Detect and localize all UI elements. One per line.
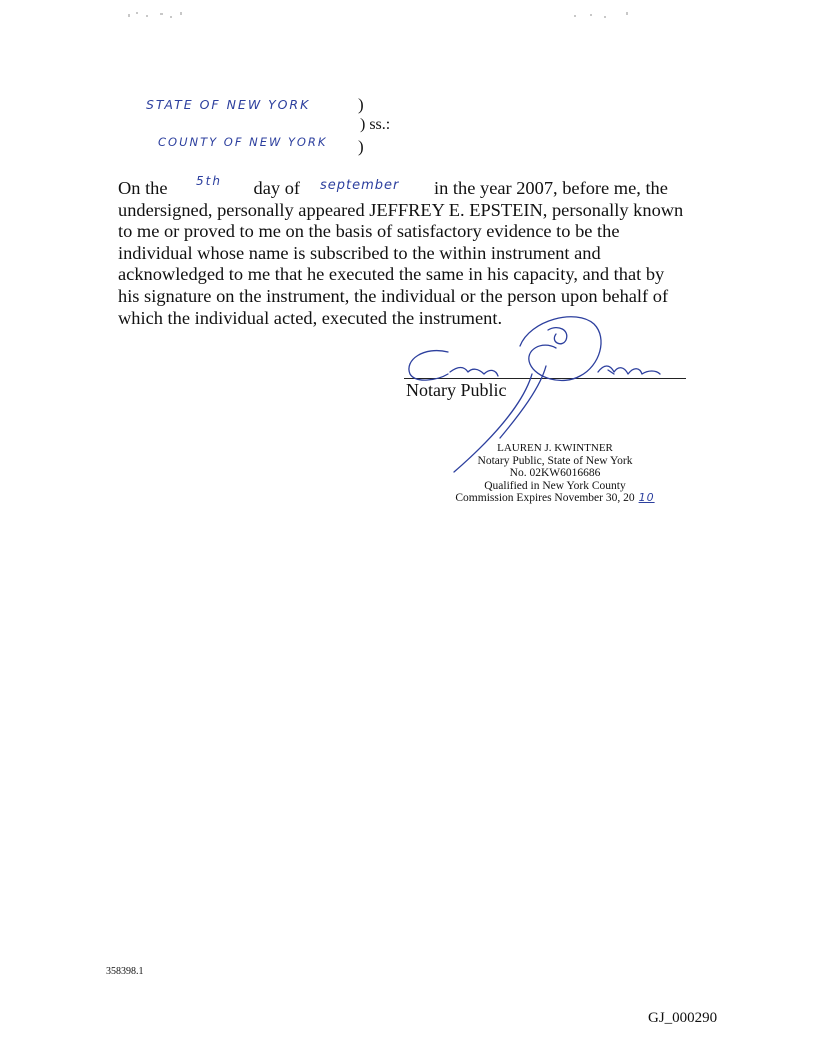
day-of: day of xyxy=(253,178,301,198)
acknowledgment-line: which the individual acted, executed the instrument. xyxy=(118,307,503,328)
acknowledgment-line: to me or proved to me on the basis of satisfactory evidence to be the xyxy=(118,221,620,242)
venue-paren-bottom: ) xyxy=(358,137,364,156)
venue-county-handwritten: COUNTY OF NEW YORK xyxy=(158,135,328,149)
lead-in: On the xyxy=(118,178,168,198)
venue-ss: ) ss.: xyxy=(360,116,391,133)
stamp-name: LAUREN J. KWINTNER xyxy=(497,442,613,454)
venue-state-handwritten: STATE OF NEW YORK xyxy=(146,97,311,112)
stamp-title: Notary Public, State of New York xyxy=(477,454,633,467)
acknowledgment-line: undersigned, personally appeared JEFFREY E. EPSTEIN, personally known xyxy=(118,199,684,220)
notary-public-caption: Notary Public xyxy=(406,380,507,400)
stamp-expiry xyxy=(440,492,670,505)
acknowledgment-first-line xyxy=(118,178,708,200)
acknowledgment-line: individual whose name is subscribed to the within instrument and xyxy=(118,242,601,263)
notary-stamp xyxy=(440,442,670,505)
day-handwritten: 5th xyxy=(196,174,222,188)
acknowledgment-line: acknowledged to me that he executed the same in his capacity, and that by xyxy=(118,264,665,285)
document-id: 358398.1 xyxy=(106,966,144,977)
acknowledgment-line: his signature on the instrument, the individual or the person upon behalf of xyxy=(118,285,669,306)
stamp-county: Qualified in New York County xyxy=(484,479,626,492)
scan-artifacts xyxy=(0,0,816,40)
venue-paren-top: ) xyxy=(358,95,364,114)
stamp-number: No. 02KW6016686 xyxy=(509,467,601,480)
stamp-expiry-text: Commission Expires November 30, 20 xyxy=(455,492,635,505)
stamp-expiry-year-handwritten: 10 xyxy=(638,491,655,505)
year-clause: in the year 2007, before me, the xyxy=(434,178,668,198)
bates-number: GJ_000290 xyxy=(648,1010,718,1026)
month-handwritten: september xyxy=(320,178,400,193)
